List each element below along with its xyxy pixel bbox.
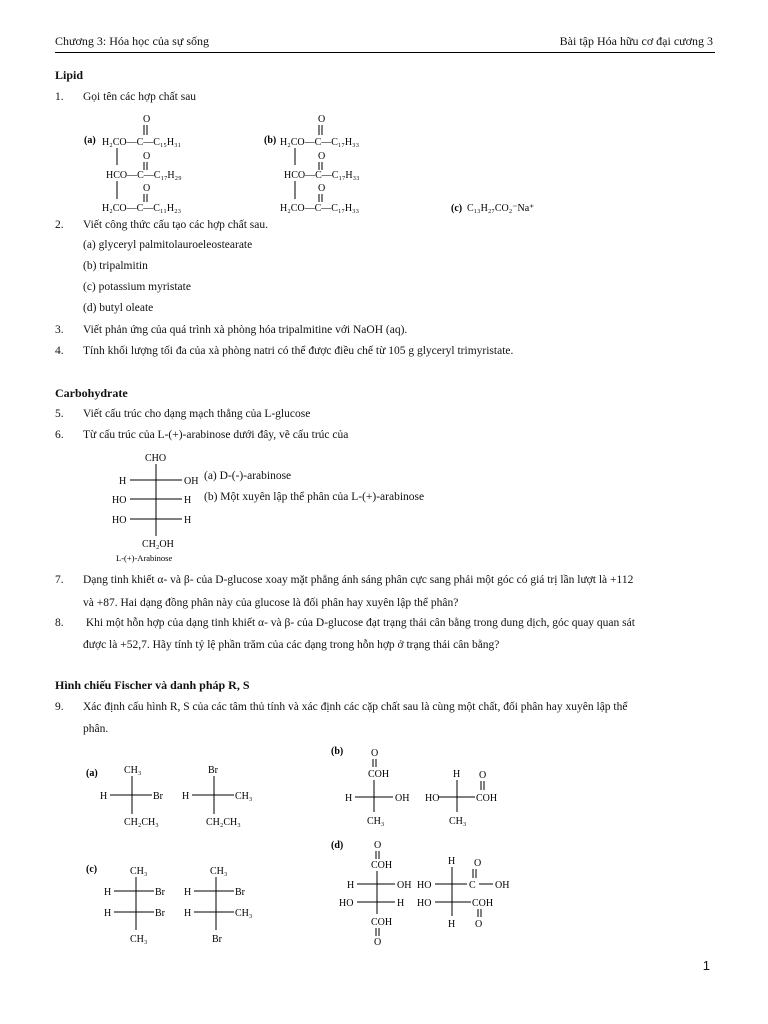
section-fischer: Hình chiếu Fischer và danh pháp R, S xyxy=(55,678,250,692)
q9-pair-a xyxy=(80,762,280,834)
m2-bottom: CH₃ xyxy=(449,816,467,827)
question-8-cont: được là +52,7. Hãy tính tỷ lệ phần trăm của các dạng trong hỗn hợp ở trạng thái cân bằng? xyxy=(83,639,500,651)
m2-r1l: H xyxy=(184,887,192,898)
fischer-r3l: HO xyxy=(112,515,127,526)
question-text: Tính khối lượng tối đa của xà phòng natri có thể được điều chế từ 105 g glyceryl trimyristate. xyxy=(83,345,514,357)
carbonyl-o: O xyxy=(374,840,382,851)
ester-a2: HCO—C—C₁₇H₂₉ xyxy=(106,170,182,181)
m2-r1r: Br xyxy=(235,887,245,898)
m2-bottom: Br xyxy=(212,934,222,945)
m1-r2r: Br xyxy=(155,908,165,919)
question-text: Dạng tinh khiết α- và β- của D-glucose xoay mặt phẳng ánh sáng phân cực sang phải một góc có giá trị lần lượt là +112 xyxy=(83,574,634,586)
m2-top: Br xyxy=(208,765,218,776)
m1-bottom: COH xyxy=(371,917,393,928)
m2-r2r: COH xyxy=(472,898,494,909)
question-1 xyxy=(55,86,715,108)
question-2 xyxy=(55,214,715,236)
m1-top: COH xyxy=(371,860,393,871)
m2-top: H xyxy=(448,856,456,867)
label-a: (a) xyxy=(86,768,98,779)
m2-left: H xyxy=(182,791,190,802)
question-9 xyxy=(55,696,715,718)
m1-r1l: H xyxy=(347,880,355,891)
triglyceride-structures xyxy=(80,112,560,220)
carbonyl-o: O xyxy=(475,919,483,930)
carbonyl-o: O xyxy=(474,858,482,869)
m2-r1r: OH xyxy=(495,880,510,891)
question-text: Gọi tên các hợp chất sau xyxy=(83,91,197,103)
soap-formula: C₁₃H₂₇CO₂⁻Na⁺ xyxy=(467,203,535,214)
question-number: 2. xyxy=(55,219,64,231)
question-text: Viết công thức cấu tạo các hợp chất sau. xyxy=(83,219,269,231)
ester-a3: H₂CO—C—C₁₁H₂₃ xyxy=(102,203,182,214)
m2-right: CH₃ xyxy=(235,791,253,802)
m2-top: H xyxy=(453,769,461,780)
carbonyl-o: O xyxy=(143,183,151,194)
carbonyl-o: O xyxy=(143,151,151,162)
ester-b3: H₂CO—C—C₁₇H₃₃ xyxy=(280,203,360,214)
m1-top: CH₃ xyxy=(124,765,142,776)
m1-bottom: CH₃ xyxy=(367,816,385,827)
carbonyl-o: O xyxy=(318,151,326,162)
carbonyl-o: O xyxy=(374,937,382,948)
q9-pair-c xyxy=(80,860,280,948)
header-left: Chương 3: Hóa học của sự sống xyxy=(55,34,210,48)
m2-r2l: H xyxy=(184,908,192,919)
label-c: (c) xyxy=(86,864,98,875)
q6-item-b: (b) Một xuyên lập thể phân của L-(+)-arabinose xyxy=(204,491,425,503)
q6-item-a: (a) D-(-)-arabinose xyxy=(204,470,292,482)
fischer-r1r: OH xyxy=(184,476,199,487)
question-7 xyxy=(55,569,715,591)
q9-pair-d xyxy=(327,836,537,948)
section-lipid: Lipid xyxy=(55,68,84,82)
question-text: Từ cấu trúc của L-(+)-arabinose dưới đây, vẽ cấu trúc của xyxy=(83,429,349,441)
m2-right: COH xyxy=(476,793,498,804)
ester-b2: HCO—C—C₁₇H₃₃ xyxy=(284,170,360,181)
m1-r1r: OH xyxy=(397,880,412,891)
question-number: 6. xyxy=(55,429,64,441)
m1-left: H xyxy=(345,793,353,804)
m1-r2l: HO xyxy=(339,898,354,909)
question-number: 3. xyxy=(55,324,64,336)
question-number: 1. xyxy=(55,91,64,103)
question-number: 7. xyxy=(55,574,64,586)
header-rule xyxy=(55,52,715,53)
question-7-cont: và +87. Hai dạng đồng phân này của glucose là đối phân hay xuyên lập thể phân? xyxy=(83,597,459,609)
m1-r1l: H xyxy=(104,887,112,898)
question-text: Viết phản ứng của quá trình xà phòng hóa tripalmitine với NaOH (aq). xyxy=(83,324,408,336)
carbonyl-o: O xyxy=(143,114,151,125)
m1-top: CH₃ xyxy=(130,866,148,877)
question-text: Xác định cấu hình R, S của các tâm thủ tính và xác định các cặp chất sau là cùng một chất, đối phân hay xuyên lập thể xyxy=(83,701,628,713)
fischer-top: CHO xyxy=(145,453,167,464)
q2-item-b: (b) tripalmitin xyxy=(83,260,148,272)
fischer-bottom: CH₂OH xyxy=(142,539,174,550)
label-b: (b) xyxy=(331,746,344,757)
question-number: 9. xyxy=(55,701,64,713)
m2-bottom: H xyxy=(448,919,456,930)
carbonyl-o: O xyxy=(318,114,326,125)
carbonyl-o: O xyxy=(318,183,326,194)
fischer-r2l: HO xyxy=(112,495,127,506)
question-text: Khi một hỗn hợp của dạng tinh khiết α- và β- của D-glucose đạt trạng thái cân bằng trong dung dịch, góc quay quan sát xyxy=(83,617,635,629)
question-text: Viết cấu trúc cho dạng mạch thẳng của L-glucose xyxy=(83,408,311,420)
m2-c: C xyxy=(469,880,476,891)
m2-left: HO xyxy=(425,793,440,804)
question-9-cont: phân. xyxy=(83,723,109,735)
fischer-caption: L-(+)-Arabinose xyxy=(116,553,173,563)
question-number: 8. xyxy=(55,617,64,629)
m1-r1r: Br xyxy=(155,887,165,898)
q2-item-d: (d) butyl oleate xyxy=(83,302,154,314)
q2-item-a: (a) glyceryl palmitolauroeleostearate xyxy=(83,239,253,251)
m1-bottom: CH₃ xyxy=(130,934,148,945)
label-d: (d) xyxy=(331,840,344,851)
carbonyl-o: O xyxy=(371,748,379,759)
label-a: (a) xyxy=(84,135,96,146)
m1-top: COH xyxy=(368,769,390,780)
ester-b1: H₂CO—C—C₁₇H₃₃ xyxy=(280,137,360,148)
m1-bottom: CH₂CH₃ xyxy=(124,817,159,828)
arabinose-fischer xyxy=(108,450,208,566)
ester-a1: H₂CO—C—C₁₅H₃₁ xyxy=(102,137,182,148)
fischer-r3r: H xyxy=(184,515,192,526)
m1-left: H xyxy=(100,791,108,802)
section-carbohydrate: Carbohydrate xyxy=(55,386,128,400)
label-c: (c) xyxy=(451,203,463,214)
header-right: Bài tập Hóa hữu cơ đại cương 3 xyxy=(559,34,713,48)
q2-item-c: (c) potassium myristate xyxy=(83,281,191,293)
page-number: 1 xyxy=(702,958,710,973)
question-3 xyxy=(55,319,715,341)
question-number: 5. xyxy=(55,408,64,420)
m1-r2l: H xyxy=(104,908,112,919)
q9-pair-b xyxy=(327,742,527,834)
m1-r2r: H xyxy=(397,898,405,909)
question-8 xyxy=(55,612,715,634)
m2-r1l: HO xyxy=(417,880,432,891)
carbonyl-o: O xyxy=(479,770,487,781)
m2-r2r: CH₃ xyxy=(235,908,253,919)
label-b: (b) xyxy=(264,135,277,146)
fischer-r1l: H xyxy=(119,476,127,487)
m2-top: CH₃ xyxy=(210,866,228,877)
m1-right: OH xyxy=(395,793,410,804)
fischer-r2r: H xyxy=(184,495,192,506)
m1-right: Br xyxy=(153,791,163,802)
question-6 xyxy=(55,424,715,446)
question-4 xyxy=(55,340,715,362)
question-5 xyxy=(55,403,715,425)
m2-r2l: HO xyxy=(417,898,432,909)
m2-bottom: CH₂CH₃ xyxy=(206,817,241,828)
question-number: 4. xyxy=(55,345,64,357)
